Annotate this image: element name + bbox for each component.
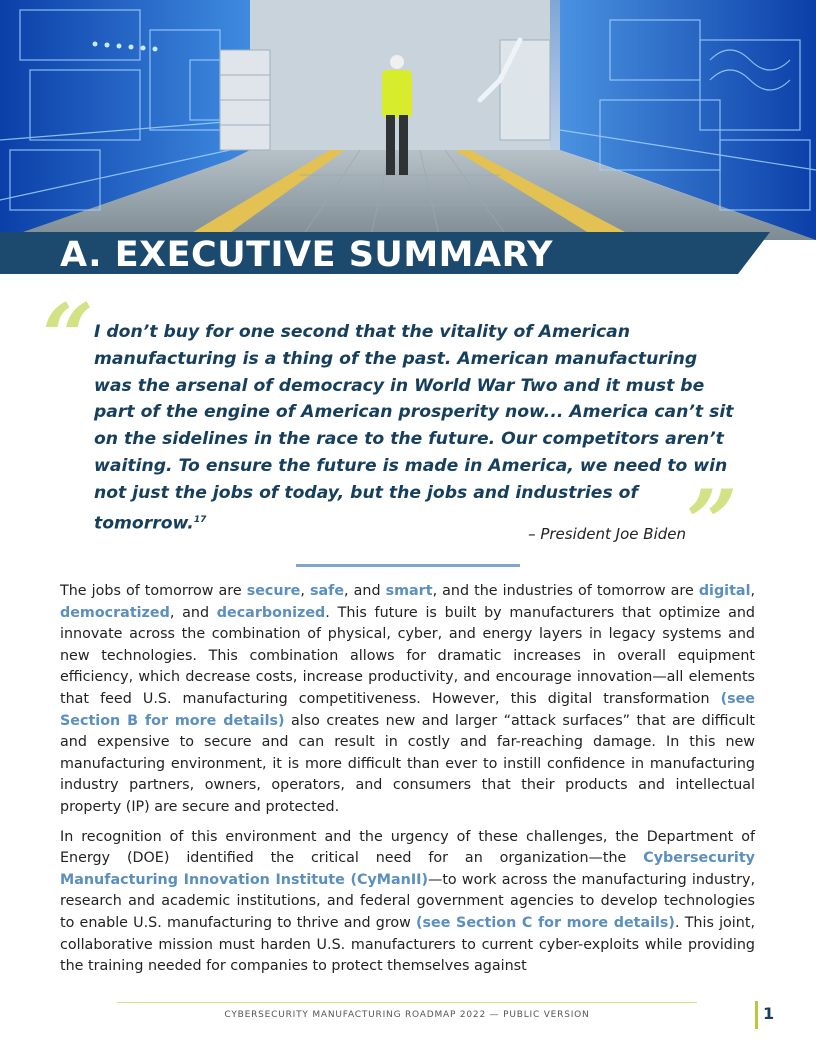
text-run: —to work across the manufacturing industry, research and academic institutions, and federal government agencies to develop technologies to enable U.S. manufacturing to thrive and grow (60, 871, 755, 931)
body-text (60, 581, 755, 986)
text-run: . This joint, collaborative mission must harden U.S. manufacturers to current cyber-exploits while providing the training needed for companies to protect themselves against (60, 914, 755, 975)
text-run: also creates new and larger “attack surfaces” that are difficult and expensive to secure and can result in costly and far-reaching damage. In this new manufacturing environment, it is more difficult than ever to instill confidence in manufacturing industry partners, owners, operators, and consumers that their products and intellectual property (IP) are secure and protected. (60, 712, 755, 815)
text-run: , and (344, 583, 386, 599)
quote-attribution: – President Joe Biden (528, 525, 686, 543)
text-run: , and the industries of tomorrow are (432, 583, 699, 599)
page-marker (755, 1001, 758, 1029)
section-c-link[interactable]: (see Section C for more details) (416, 914, 675, 931)
text-run: , (750, 583, 756, 599)
highlight-democratized: democratized (60, 604, 170, 621)
cymanii-link[interactable]: Cybersecurity Manufacturing Innovation Institute (CyManII) (60, 850, 755, 888)
hero-image (0, 0, 816, 240)
text-run: , (300, 583, 310, 599)
text-run: . This future is built by manufacturers that optimize and innovate across the combination of physical, cyber, and energy layers in legacy systems and new technologies. This combination allows for dramatic increases in overall equipment efficiency, which decrease costs, increase productivity, and encourage innovation—all elements that feed U.S. manufacturing competitiveness. However, this digital transformation (60, 604, 755, 707)
highlight-smart: smart (385, 583, 433, 599)
footnote-ref[interactable]: 17 (193, 514, 207, 525)
text-run: The jobs of tomorrow are (60, 583, 247, 599)
close-quote-mark: ” (686, 470, 738, 576)
text-run: In recognition of this environment and the urgency of these challenges, the Department of Energy (DOE) identified the critical need for an organization—the (60, 828, 755, 867)
pull-quote (94, 319, 734, 537)
highlight-safe: safe (309, 583, 345, 599)
text-run: , and (169, 604, 217, 621)
section-b-link[interactable]: (see Section B for more details) (60, 690, 755, 729)
paragraph-2 (60, 827, 755, 978)
footer-title: CYBERSECURITY MANUFACTURING ROADMAP 2022 — PUBLIC VERSION (224, 1010, 590, 1020)
factory-illustration (0, 0, 816, 240)
open-quote-mark: “ (42, 284, 94, 390)
highlight-digital: digital (698, 583, 751, 599)
paragraph-1 (60, 581, 755, 819)
divider (296, 564, 520, 567)
quote-text: I don’t buy for one second that the vitality of American manufacturing is a thing of the past. American manufacturing was the arsenal of democracy in World War Two and it must be part of the engine of American prosperity now... America can’t sit on the sidelines in the race to the future. Our competitors aren’t waiting. To ensure the future is made in America, we need to win not just the jobs of today, but the jobs and industries of tomorrow. (94, 322, 734, 534)
highlight-decarbonized: decarbonized (216, 604, 326, 621)
highlight-secure: secure (246, 583, 301, 599)
section-title: A. EXECUTIVE SUMMARY (60, 235, 553, 275)
footer-rule (117, 1002, 697, 1003)
page-number: 1 (763, 1004, 775, 1023)
